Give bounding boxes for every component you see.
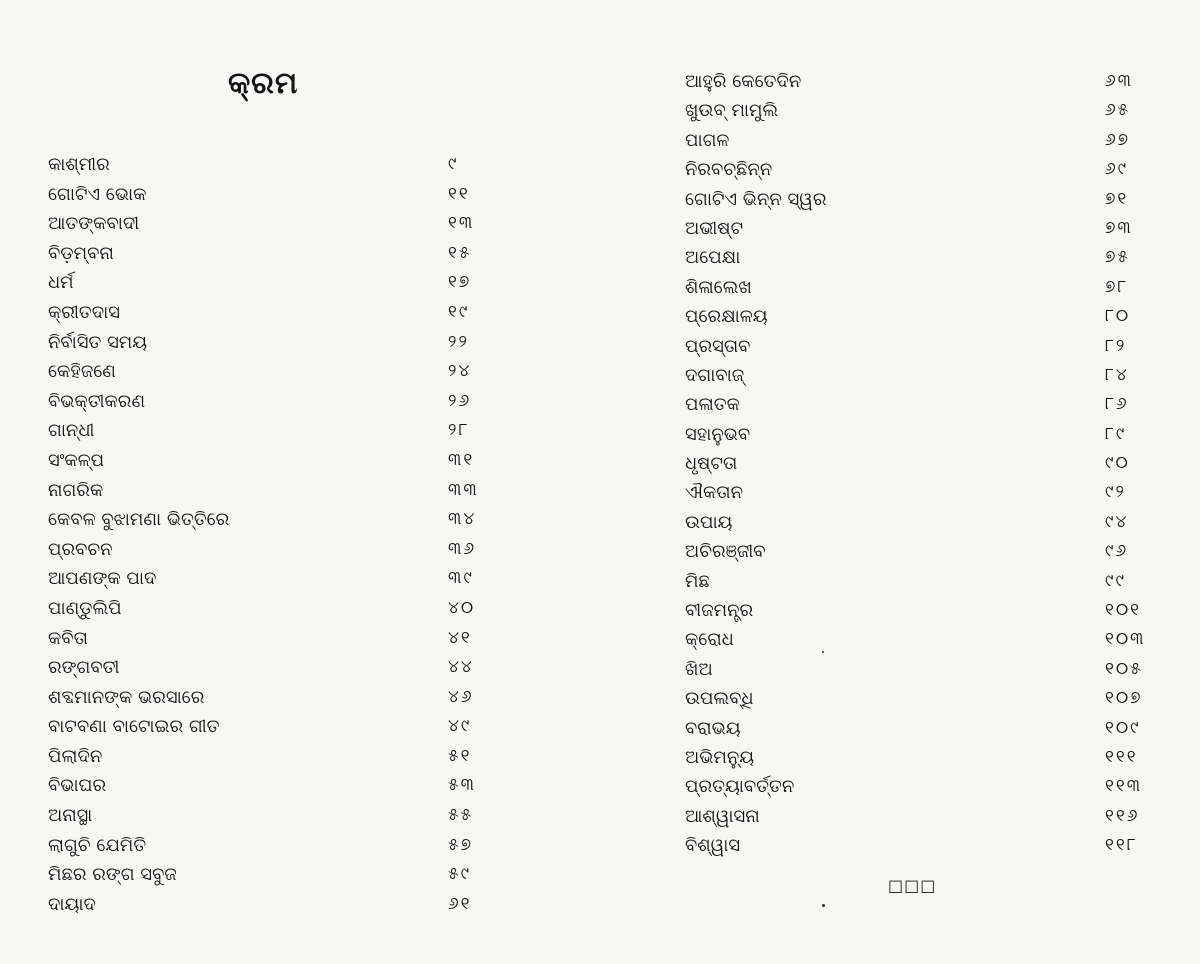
toc-entry-page-number: ୪୦ [448, 597, 476, 618]
toc-entry-page-number: ୫୭ [448, 834, 474, 855]
toc-entry-page-number: ୧୫ [448, 242, 472, 263]
toc-entry [685, 420, 1165, 449]
toc-entry [685, 67, 1165, 96]
toc-entry [685, 596, 1165, 625]
toc-entry [685, 361, 1165, 390]
toc-entry [685, 214, 1165, 243]
toc-entry-page-number: ୬୯ [1105, 159, 1129, 180]
toc-entry-page-number: ୩୯ [448, 568, 474, 589]
toc-entry [48, 357, 508, 387]
toc-entry [48, 564, 508, 594]
toc-entry-page-number: ୭୧ [1105, 188, 1129, 209]
toc-entry [685, 332, 1165, 361]
toc-entry [48, 594, 508, 624]
toc-entry [685, 743, 1165, 772]
toc-entry [685, 185, 1165, 214]
contents-heading: କ୍ରମ [228, 66, 299, 101]
toc-entry [48, 505, 508, 535]
toc-entry-page-number: ୩୩ [448, 479, 479, 500]
toc-entry [685, 655, 1165, 684]
toc-entry [685, 567, 1165, 596]
toc-entry-page-number: ୩୧ [448, 449, 475, 470]
toc-entry [48, 890, 508, 920]
toc-entry [48, 535, 508, 565]
toc-entry-title: ମିଛର ରଙ୍ଗ ସବୁଜ [48, 864, 177, 886]
toc-entry-title: ଉପଲବ୍ଧି [685, 688, 754, 710]
toc-entry [48, 239, 508, 269]
toc-entry [685, 243, 1165, 272]
toc-entry-page-number: ୮୯ [1105, 423, 1127, 444]
toc-entry-title: ଗୋଟିଏ ଭୋକ [48, 183, 147, 205]
toc-entry-title: ବିଭାଘର [48, 775, 107, 797]
toc-entry-title: ଐକତାନ [685, 482, 744, 504]
toc-entry-page-number: ୧୦୭ [1105, 688, 1143, 709]
toc-entry-title: ବୀଜମନ୍ତ୍ର [685, 600, 754, 622]
paper-speck [822, 651, 824, 653]
toc-entry-page-number: ୯ [448, 154, 459, 174]
toc-entry-title: ନିର୍ବାସିତ ସମୟ [48, 331, 148, 353]
toc-entry-title: ପିଲାଦିନ [48, 745, 103, 767]
toc-entry-title: ଅଭିମନ୍ୟୁ [685, 746, 755, 768]
toc-entry-page-number: ୮୦ [1105, 306, 1131, 327]
toc-entry-page-number: ୭୫ [1105, 247, 1131, 268]
toc-entry-page-number: ୪୧ [448, 627, 472, 648]
toc-entry-page-number: ୧୦୫ [1105, 658, 1143, 679]
toc-entry-title: ସଂକଳ୍ପ [48, 449, 105, 471]
toc-entry-title: ଅନାସ୍ଥା [48, 805, 93, 827]
toc-entry-title: ବରାଭୟ [685, 717, 741, 739]
toc-entry-page-number: ୫୫ [448, 805, 474, 826]
toc-entry-page-number: ୧୧୧ [1105, 746, 1138, 767]
toc-entry-title: ଆତଙ୍କବାଦୀ [48, 213, 140, 235]
toc-entry-page-number: ୮୪ [1105, 364, 1129, 385]
toc-entry-page-number: ୬୩ [1105, 71, 1134, 91]
toc-entry [685, 508, 1165, 537]
toc-entry-page-number: ୪୪ [448, 657, 474, 678]
toc-entry-title: କାଶ୍ମୀର [48, 154, 110, 175]
toc-entry [685, 802, 1165, 831]
toc-entry [685, 449, 1165, 478]
toc-entry-title: ଆହୁରି କେତେଦିନ [685, 71, 802, 92]
toc-entry-page-number: ୯୪ [1105, 511, 1129, 532]
toc-entry-page-number: ୧୯ [448, 301, 470, 322]
toc-entry-page-number: ୨୨ [448, 331, 469, 352]
toc-entry-page-number: ୩୪ [448, 509, 477, 530]
toc-entry-title: ଆଶ୍ୱାସନା [685, 805, 760, 827]
toc-entry [48, 771, 508, 801]
toc-entry-page-number: ୬୭ [1105, 129, 1131, 150]
toc-entry-title: ରଙ୍ଗବତୀ [48, 657, 120, 679]
toc-entry [685, 478, 1165, 507]
toc-entry-title: ଶିଳାଲେଖ [685, 276, 752, 298]
toc-entry-title: ଗୋଟିଏ ଭିନ୍ନ ସ୍ୱର [685, 188, 827, 210]
toc-entry [48, 860, 508, 890]
toc-entry-page-number: ୧୩ [448, 213, 475, 234]
toc-entry-title: ପ୍ରତ୍ୟାବର୍ତ୍ତନ [685, 776, 795, 798]
toc-entry-page-number: ୫୯ [448, 864, 472, 885]
toc-entry-page-number: ୯୨ [1105, 482, 1126, 503]
toc-entry-title: ଖିଅ [685, 658, 713, 680]
toc-entry-page-number: ୨୮ [448, 420, 470, 441]
toc-entry [685, 126, 1165, 155]
toc-entry-page-number: ୯୯ [1105, 570, 1126, 591]
toc-entry [48, 209, 508, 239]
toc-entry [685, 302, 1165, 331]
toc-entry-title: ଅଚିରଞ୍ଜୀବ [685, 541, 766, 563]
toc-entry [48, 416, 508, 446]
right-page [600, 0, 1200, 964]
toc-entry-title: କବିତା [48, 627, 88, 649]
toc-entry-title: କ୍ରୀତଦାସ [48, 301, 120, 323]
toc-entry-page-number: ୧୦୧ [1105, 600, 1142, 621]
toc-entry [48, 180, 508, 210]
toc-entry-page-number: ୮୬ [1105, 394, 1129, 415]
toc-entry [685, 772, 1165, 801]
toc-entry [48, 268, 508, 298]
toc-entry [48, 801, 508, 831]
toc-entry-title: ପଳାତକ [685, 394, 740, 416]
toc-entry-title: ଦାୟାଦ [48, 893, 96, 915]
toc-entry-title: ବିଡ଼ମ୍ବନା [48, 242, 114, 264]
toc-entry-title: ବିଶ୍ୱାସ [685, 835, 741, 857]
toc-entry-page-number: ୭୩ [1105, 217, 1133, 238]
toc-entry-title: ବାଟବଣା ବାଟୋଇର ଗୀତ [48, 716, 220, 738]
toc-entry-title: ପ୍ରେକ୍ଷାଳୟ [685, 306, 768, 328]
toc-entry-title: ନାଗରିକ [48, 479, 104, 501]
toc-entry [48, 653, 508, 683]
toc-entry-page-number: ୫୩ [448, 775, 476, 796]
toc-entry-page-number: ୭୮ [1105, 276, 1129, 297]
toc-entry-page-number: ୧୧ [448, 183, 470, 204]
toc-entry-page-number: ୯୦ [1105, 453, 1130, 474]
toc-entry-title: ସହାନୁଭବ [685, 423, 751, 445]
toc-entry [48, 476, 508, 506]
toc-entry-title: ଅଭୀଷ୍ଟ [685, 217, 744, 239]
toc-entry-page-number: ୧୧୮ [1105, 835, 1138, 856]
toc-entry [685, 273, 1165, 302]
toc-entry-page-number: ୮୨ [1105, 335, 1127, 356]
toc-entry-title: ବିଭକ୍ତୀକରଣ [48, 390, 146, 412]
toc-entry [48, 446, 508, 476]
toc-entry [48, 328, 508, 358]
toc-entry-page-number: ୨୬ [448, 390, 472, 411]
toc-entry-title: ପ୍ରବଚନ [48, 538, 113, 560]
toc-entry-page-number: ୬୫ [1105, 100, 1131, 121]
toc-entry-title: ଶବ୍ଦମାନଙ୍କ ଭରସାରେ [48, 686, 205, 708]
toc-entry-title: ନିରବଚ୍ଛିନ୍ନ [685, 159, 773, 181]
toc-entry [685, 625, 1165, 654]
toc-entry-title: ଆପଣଙ୍କ ପାଦ [48, 568, 157, 590]
toc-entry-title: ପ୍ରସ୍ତାବ [685, 335, 751, 357]
toc-entry-page-number: ୫୧ [448, 745, 472, 766]
toc-entry [48, 387, 508, 417]
toc-entry-title: ଧୃଷ୍ଟତା [685, 453, 738, 475]
toc-entry-title: ଧର୍ମ [48, 272, 74, 294]
toc-entry-title: ପାଗଳ [685, 129, 730, 151]
toc-entry [48, 712, 508, 742]
toc-entry-page-number: ୧୦୯ [1105, 717, 1141, 738]
toc-entry [685, 96, 1165, 125]
toc-entry-page-number: ୯୬ [1105, 541, 1129, 562]
toc-entry-page-number: ୧୧୩ [1105, 776, 1143, 797]
toc-list-left [48, 150, 508, 919]
toc-entry [48, 624, 508, 654]
toc-entry-title: ପାଣ୍ଡୁଲିପି [48, 597, 122, 619]
toc-entry [48, 683, 508, 713]
toc-entry-page-number: ୪୬ [448, 686, 474, 707]
toc-entry [48, 298, 508, 328]
toc-entry [685, 831, 1165, 860]
toc-entry-page-number: ୩୬ [448, 538, 477, 559]
toc-entry-page-number: ୨୪ [448, 361, 472, 382]
toc-entry-title: ଲାଗୁଚି ଯେମିତି [48, 834, 147, 856]
toc-entry-title: କେହିଜଣେ [48, 361, 116, 383]
toc-entry-title: କେବଳ ବୁଝାମଣା ଭିତ୍ତିରେ [48, 509, 230, 531]
toc-entry [685, 684, 1165, 713]
toc-entry [685, 155, 1165, 184]
toc-entry [48, 150, 508, 180]
toc-entry [685, 390, 1165, 419]
toc-entry-title: ଉପାୟ [685, 511, 733, 533]
paper-speck [822, 904, 825, 907]
toc-entry [685, 537, 1165, 566]
toc-entry-page-number: ୧୭ [448, 272, 472, 293]
toc-entry [48, 831, 508, 861]
toc-entry-page-number: ୧୦୩ [1105, 629, 1146, 650]
toc-entry-title: ଖୁଉବ୍ ମାମୁଲି [685, 100, 779, 122]
toc-entry-title: ଗାନ୍ଧୀ [48, 420, 95, 442]
toc-entry-title: କ୍ରୋଧ [685, 629, 734, 651]
toc-entry-page-number: ୬୧ [448, 893, 472, 914]
toc-entry-page-number: ୧୧୬ [1105, 805, 1140, 826]
toc-entry-title: ମିଛ [685, 570, 710, 592]
end-mark: □□□ [888, 876, 937, 895]
toc-entry [685, 714, 1165, 743]
toc-entry-title: ଦଗାବାଜ୍ [685, 364, 745, 386]
toc-list-right [685, 67, 1165, 861]
toc-entry-page-number: ୪୯ [448, 716, 472, 737]
toc-entry-title: ଅପେକ୍ଷା [685, 247, 741, 269]
toc-entry [48, 742, 508, 772]
